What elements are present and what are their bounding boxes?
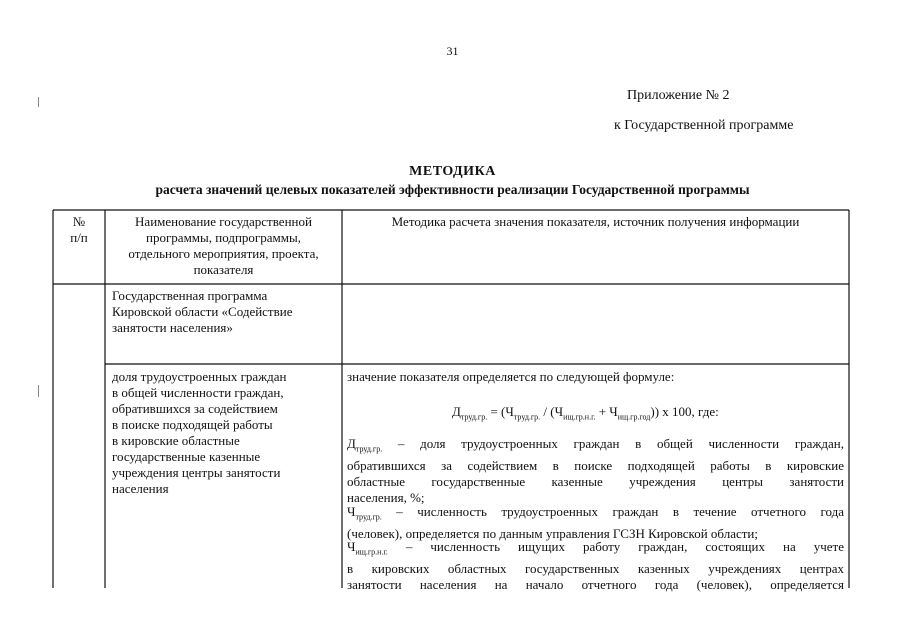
definition-employed-count: $Ч_{труд.гр.}$ – численность трудоустроенных граждан в течение отчетного года (человек), определяется по данным управления ГСЗН Кировской области; xyxy=(347,504,844,541)
header-number: № п/п xyxy=(70,214,88,245)
definition-jobseekers-start-year: $Ч_{ищ.гр.н.г.}$ – численность ищущих работу граждан, состоящих на учете в кировских областных государственных казенных учреждениях центрах занятости населения на начало отчетного года (человек), определяется xyxy=(347,539,844,592)
table-row-program-name: Государственная программа Кировской области «Содействие занятости населения» xyxy=(112,288,293,335)
document-subtitle: расчета значений целевых показателей эффективности реализации Государственной программы xyxy=(155,182,750,197)
calculation-formula: $Д_{труд.гр.} = (Ч_{труд.гр.} / (Ч_{ищ.гр.н.г.} + Ч_{ищ.гр.год}))$ х 100, где: xyxy=(452,404,719,422)
method-intro: значение показателя определяется по следующей формуле: xyxy=(347,369,675,384)
page-number: 31 xyxy=(446,44,459,58)
table-row-indicator-name: доля трудоустроенных граждан в общей численности граждан, обратившихся за содействием в поиске подходящей работы в кировские областные государственные казенные учреждения центры занятости населения xyxy=(112,369,287,496)
header-method: Методика расчета значения показателя, источник получения информации xyxy=(391,214,800,229)
header-name: Наименование государственной программы, подпрограммы, отдельного мероприятия, проекта, показателя xyxy=(128,214,319,277)
definition-result-share: $Д_{труд.гр.}$ – доля трудоустроенных граждан в общей численности граждан, обратившихся за содействием в поиске подходящей работы в кировские областные государственные казенные учреждения центры занятости населения, %; xyxy=(347,436,844,505)
appendix-reference: к Государственной программе xyxy=(614,118,794,133)
appendix-title: Приложение № 2 xyxy=(627,88,730,103)
document-title: МЕТОДИКА xyxy=(409,164,496,179)
